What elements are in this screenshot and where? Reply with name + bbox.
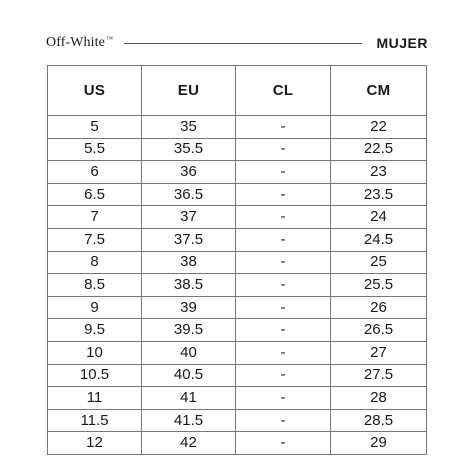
column-header-eu: EU xyxy=(142,66,236,116)
cell-cm: 24.5 xyxy=(331,228,427,251)
cell-us: 10 xyxy=(48,341,142,364)
brand-logo xyxy=(46,34,113,52)
cell-cm: 27.5 xyxy=(331,364,427,387)
table-row xyxy=(48,409,427,432)
cell-us: 5 xyxy=(48,116,142,139)
column-header-cl: CL xyxy=(236,66,331,116)
cell-cm: 28 xyxy=(331,387,427,410)
table-row xyxy=(48,319,427,342)
table-row xyxy=(48,206,427,229)
cell-eu: 38 xyxy=(142,251,236,274)
cell-eu: 37.5 xyxy=(142,228,236,251)
cell-cl: - xyxy=(236,161,331,184)
cell-eu: 39 xyxy=(142,296,236,319)
cell-cl: - xyxy=(236,341,331,364)
cell-cl: - xyxy=(236,228,331,251)
table-row xyxy=(48,364,427,387)
cell-cm: 23 xyxy=(331,161,427,184)
table-header-row xyxy=(48,66,427,116)
cell-cl: - xyxy=(236,206,331,229)
cell-cl: - xyxy=(236,432,331,455)
cell-eu: 42 xyxy=(142,432,236,455)
cell-cm: 26 xyxy=(331,296,427,319)
column-header-us: US xyxy=(48,66,142,116)
cell-eu: 39.5 xyxy=(142,319,236,342)
cell-us: 11.5 xyxy=(48,409,142,432)
cell-us: 7.5 xyxy=(48,228,142,251)
table-row xyxy=(48,274,427,297)
cell-eu: 35.5 xyxy=(142,138,236,161)
cell-cm: 25.5 xyxy=(331,274,427,297)
cell-cl: - xyxy=(236,251,331,274)
trademark-mark: ™ xyxy=(105,35,113,43)
cell-cm: 22 xyxy=(331,116,427,139)
cell-cl: - xyxy=(236,296,331,319)
cell-cm: 22.5 xyxy=(331,138,427,161)
table-row xyxy=(48,341,427,364)
cell-us: 8.5 xyxy=(48,274,142,297)
cell-us: 5.5 xyxy=(48,138,142,161)
header-divider xyxy=(124,43,362,44)
table-row xyxy=(48,161,427,184)
table-body xyxy=(48,116,427,455)
cell-cl: - xyxy=(236,274,331,297)
cell-us: 6 xyxy=(48,161,142,184)
cell-eu: 41.5 xyxy=(142,409,236,432)
cell-eu: 35 xyxy=(142,116,236,139)
cell-cm: 26.5 xyxy=(331,319,427,342)
cell-cm: 23.5 xyxy=(331,183,427,206)
cell-eu: 36 xyxy=(142,161,236,184)
table-row xyxy=(48,296,427,319)
gender-label: MUJER xyxy=(376,35,428,51)
cell-eu: 40.5 xyxy=(142,364,236,387)
table-row xyxy=(48,251,427,274)
cell-us: 10.5 xyxy=(48,364,142,387)
cell-cm: 27 xyxy=(331,341,427,364)
table-row xyxy=(48,387,427,410)
cell-eu: 38.5 xyxy=(142,274,236,297)
cell-cl: - xyxy=(236,409,331,432)
table-row xyxy=(48,138,427,161)
cell-us: 9 xyxy=(48,296,142,319)
cell-us: 8 xyxy=(48,251,142,274)
cell-us: 6.5 xyxy=(48,183,142,206)
brand-name: Off-White xyxy=(46,35,105,50)
cell-cl: - xyxy=(236,183,331,206)
cell-cl: - xyxy=(236,116,331,139)
cell-cm: 24 xyxy=(331,206,427,229)
cell-cm: 28.5 xyxy=(331,409,427,432)
cell-cl: - xyxy=(236,364,331,387)
cell-us: 7 xyxy=(48,206,142,229)
table-row xyxy=(48,116,427,139)
cell-eu: 40 xyxy=(142,341,236,364)
size-table xyxy=(47,65,427,455)
table-row xyxy=(48,183,427,206)
table-row xyxy=(48,432,427,455)
cell-eu: 41 xyxy=(142,387,236,410)
cell-us: 11 xyxy=(48,387,142,410)
cell-eu: 36.5 xyxy=(142,183,236,206)
cell-eu: 37 xyxy=(142,206,236,229)
header xyxy=(46,34,428,52)
cell-us: 9.5 xyxy=(48,319,142,342)
cell-cl: - xyxy=(236,319,331,342)
cell-cl: - xyxy=(236,138,331,161)
cell-cm: 25 xyxy=(331,251,427,274)
cell-cl: - xyxy=(236,387,331,410)
column-header-cm: CM xyxy=(331,66,427,116)
table-row xyxy=(48,228,427,251)
cell-cm: 29 xyxy=(331,432,427,455)
cell-us: 12 xyxy=(48,432,142,455)
